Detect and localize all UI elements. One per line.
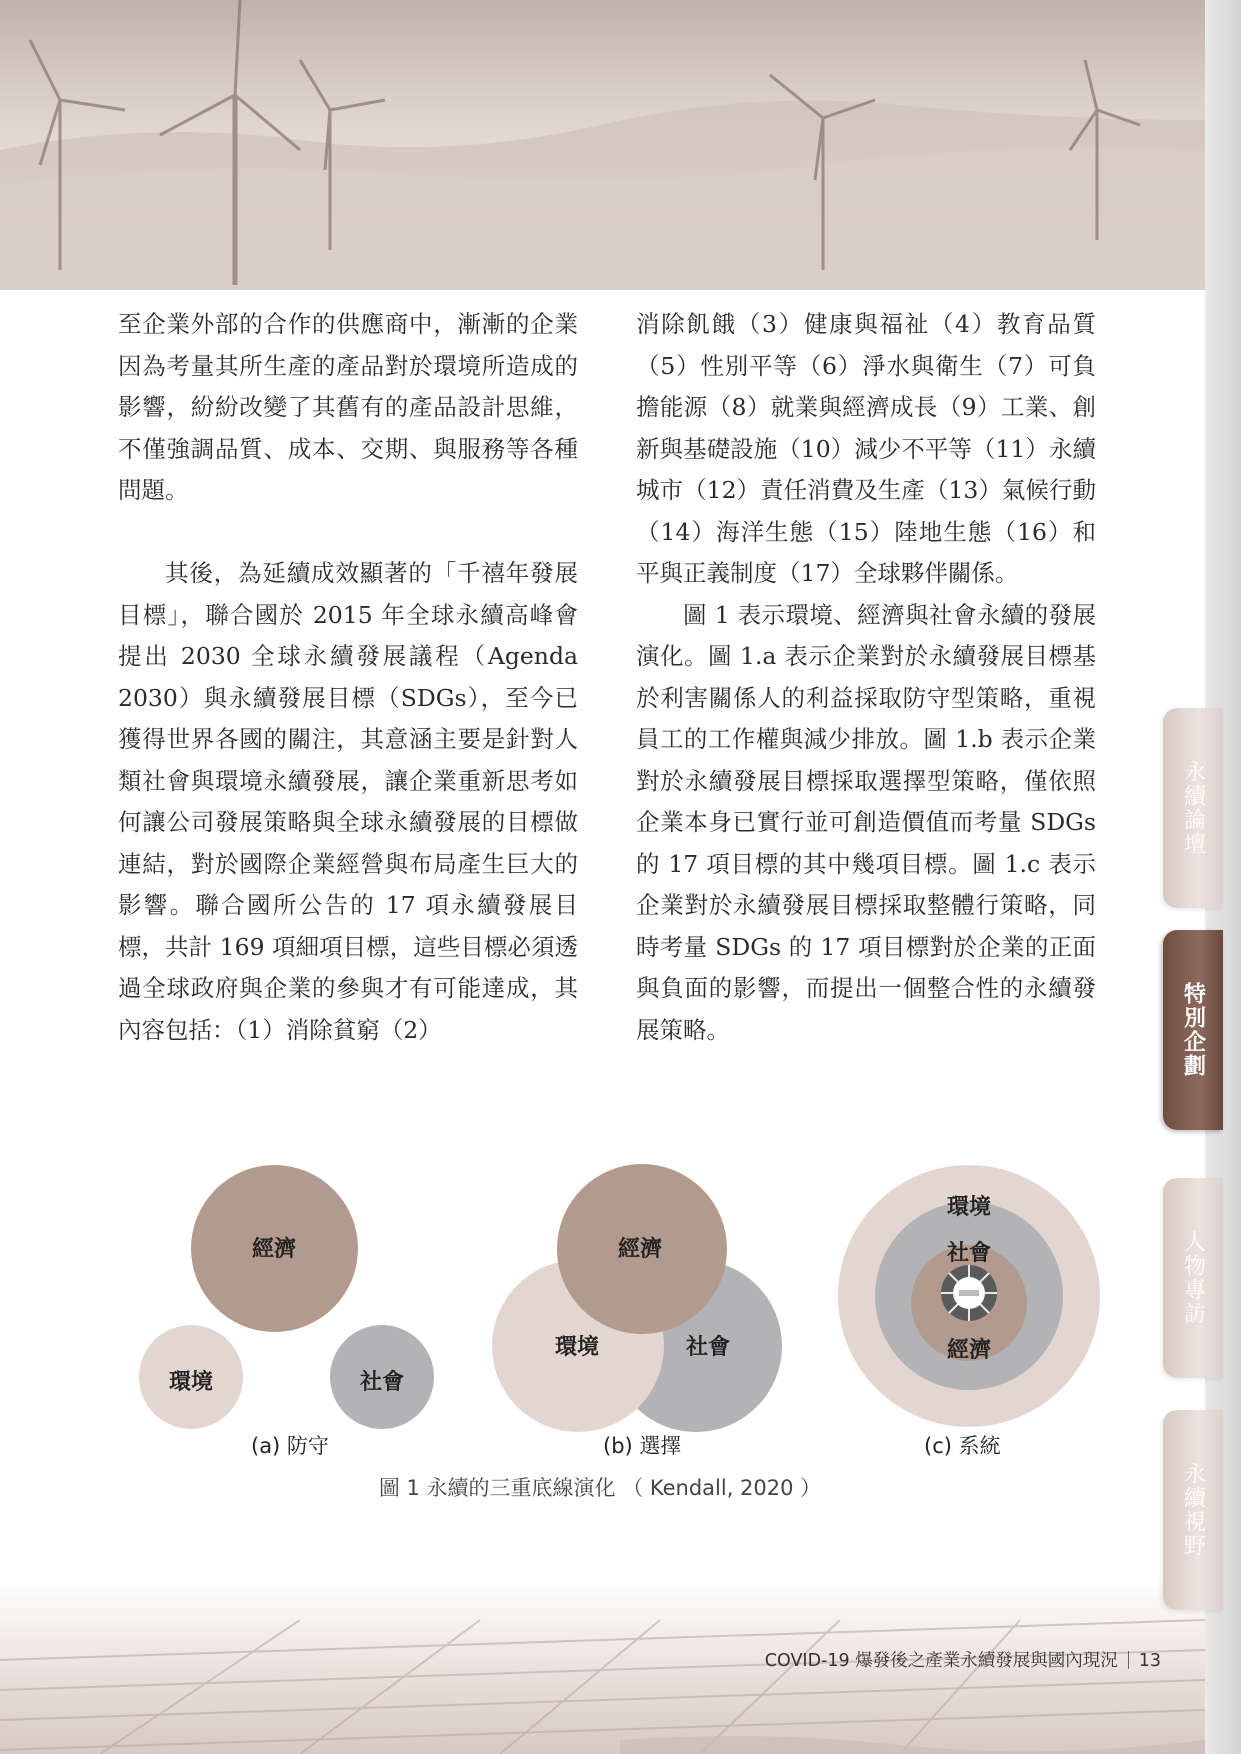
- tab-label: 永續論壇: [1180, 760, 1206, 856]
- tab-special-feature[interactable]: [1163, 930, 1223, 1130]
- panel-a-society-label: 社會: [360, 1370, 405, 1395]
- left-paragraph-2: 其後，為延續成效顯著的「千禧年發展目標」，聯合國於 2015 年全球永續高峰會提出 2030 全球永續發展議程（Agenda 2030）與永續發展目標（SDGs），至今已獲得世界各國的關注，其意涵主要是針對人類社會與環境永續發展，讓企業重新思考如何讓公司發展策略與全球永續發展的目標做連結，對於國際企業經營與布局產生巨大的影響。聯合國所公告的 17 項永續發展目標，共計 169 項細項目標，這些目標必須透過全球政府與企業的參與才有可能達成，其內容包括：（1）消除貧窮（2）: [118, 559, 578, 1044]
- panel-b-environment-label: 環境: [555, 1335, 600, 1360]
- panel-a-environment-label: 環境: [169, 1370, 214, 1395]
- figure-caption: 圖 1 永續的三重底線演化 （ Kendall, 2020 ）: [378, 1476, 822, 1500]
- tab-sustainability-forum[interactable]: [1163, 708, 1223, 908]
- header-photo: [0, 0, 1205, 290]
- footer-title: COVID-19 爆發後之產業永續發展與國內現況: [764, 1651, 1118, 1671]
- tab-interview[interactable]: [1163, 1178, 1223, 1378]
- panel-b-caption: (b) 選擇: [603, 1434, 682, 1458]
- panel-c-environment-label: 環境: [947, 1195, 992, 1220]
- sdg-wheel-icon: [939, 1263, 999, 1323]
- right-paragraph-1: 消除飢餓（3）健康與福祉（4）教育品質（5）性別平等（6）淨水與衛生（7）可負擔能源（8）就業與經濟成長（9）工業、創新與基礎設施（10）減少不平等（11）永續城市（12）責任消費及生產（13）氣候行動（14）海洋生態（15）陸地生態（16）和平與正義制度（17）全球夥伴關係。: [636, 310, 1096, 587]
- page-number: 13: [1138, 1651, 1161, 1671]
- panel-a-economy-label: 經濟: [252, 1237, 297, 1262]
- right-paragraph-2: 圖 1 表示環境、經濟與社會永續的發展演化。圖 1.a 表示企業對於永續發展目標基於利害關係人的利益採取防守型策略，重視員工的工作權與減少排放。圖 1.b 表示企業對於永續發展目標採取選擇型策略，僅依照企業本身已實行並可創造價值而考量 SDGs 的 17 項目標的其中幾項目標。圖 1.c 表示企業對於永續發展目標採取整體行策略，同時考量 SDGs 的 17 項目標對於企業的正面與負面的影響，而提出一個整合性的永續發展策略。: [636, 600, 1096, 1044]
- tab-label: 人物專訪: [1180, 1230, 1206, 1326]
- left-paragraph-1: 至企業外部的合作的供應商中，漸漸的企業因為考量其所生產的產品對於環境所造成的影響，紛紛改變了其舊有的產品設計思維，不僅強調品質、成本、交期、與服務等各種問題。: [118, 310, 578, 504]
- panel-b-economy-label: 經濟: [618, 1237, 663, 1262]
- triple-bottom-line-figure: [120, 1150, 1110, 1510]
- tab-label: 永續視野: [1180, 1462, 1206, 1558]
- wind-turbine-landscape-image: [0, 0, 1205, 290]
- tab-sustainability-vision[interactable]: [1163, 1410, 1223, 1610]
- panel-c-society-label: 社會: [947, 1241, 992, 1266]
- left-column: [118, 304, 578, 1051]
- panel-c-economy-label: 經濟: [947, 1338, 992, 1363]
- panel-c-caption: (c) 系統: [924, 1434, 1001, 1458]
- right-column: [636, 304, 1096, 1051]
- footer-divider: [1128, 1651, 1129, 1669]
- running-footer: [765, 1647, 1161, 1672]
- panel-b-society-label: 社會: [686, 1335, 731, 1360]
- panel-a-caption: (a) 防守: [251, 1434, 329, 1458]
- tab-label: 特別企劃: [1180, 982, 1206, 1078]
